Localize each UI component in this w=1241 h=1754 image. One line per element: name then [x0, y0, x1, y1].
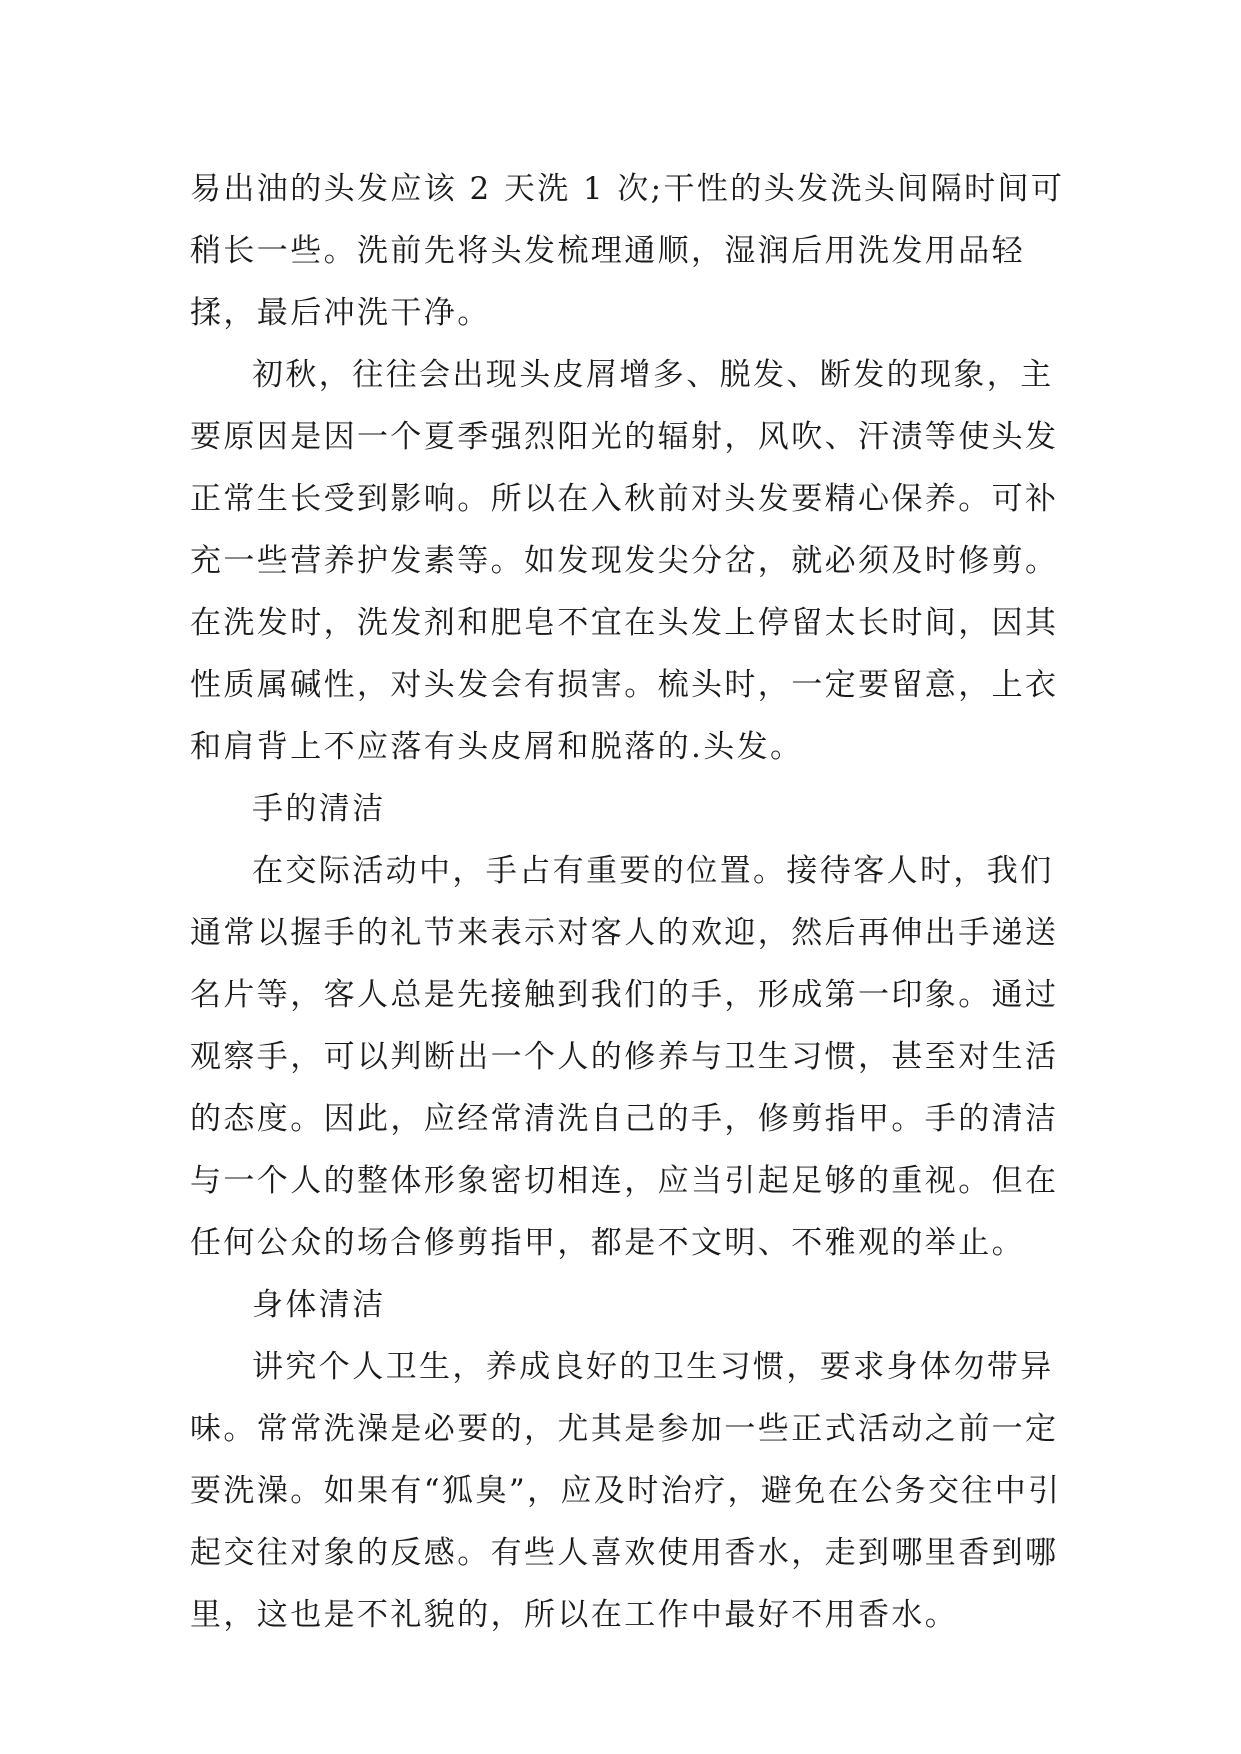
- paragraph-body-cleaning: 讲究个人卫生，养成良好的卫生习惯，要求身体勿带异味。常常洗澡是必要的，尤其是参加一些正式活动之前一定要洗澡。如果有“狐臭”，应及时治疗，避免在公务交往中引起交往对象的反感。有些人喜欢使用香水，走到哪里香到哪里，这也是不礼貌的，所以在工作中最好不用香水。: [190, 1349, 1062, 1633]
- paragraph-hair-washing: 易出油的头发应该 2 天洗 1 次;干性的头发洗头间隔时间可稍长一些。洗前先将头发梳理通顺，湿润后用洗发用品轻揉，最后冲洗干净。: [190, 171, 1065, 331]
- paragraph-autumn-hair-care: 初秋，往往会出现头皮屑增多、脱发、断发的现象，主要原因是因一个夏季强烈阳光的辐射，风吹、汗渍等使头发正常生长受到影响。所以在入秋前对头发要精心保养。可补充一些营养护发素等。如发现发尖分岔，就必须及时修剪。在洗发时，洗发剂和肥皂不宜在头发上停留太长时间，因其性质属碱性，对头发会有损害。梳头时，一定要留意，上衣和肩背上不应落有头皮屑和脱落的.头发。: [190, 357, 1059, 765]
- section-heading-body-cleaning: 身体清洁: [252, 1287, 386, 1323]
- paragraph-hand-cleaning: 在交际活动中，手占有重要的位置。接待客人时，我们通常以握手的礼节来表示对客人的欢迎，然后再伸出手递送名片等，客人总是先接触到我们的手，形成第一印象。通过观察手，可以判断出一个人的修养与卫生习惯，甚至对生活的态度。因此，应经常清洗自己的手，修剪指甲。手的清洁与一个人的整体形象密切相连，应当引起足够的重视。但在任何公众的场合修剪指甲，都是不文明、不雅观的举止。: [190, 853, 1059, 1261]
- section-heading-hand-cleaning: 手的清洁: [252, 791, 386, 827]
- document-body: [190, 158, 1070, 1646]
